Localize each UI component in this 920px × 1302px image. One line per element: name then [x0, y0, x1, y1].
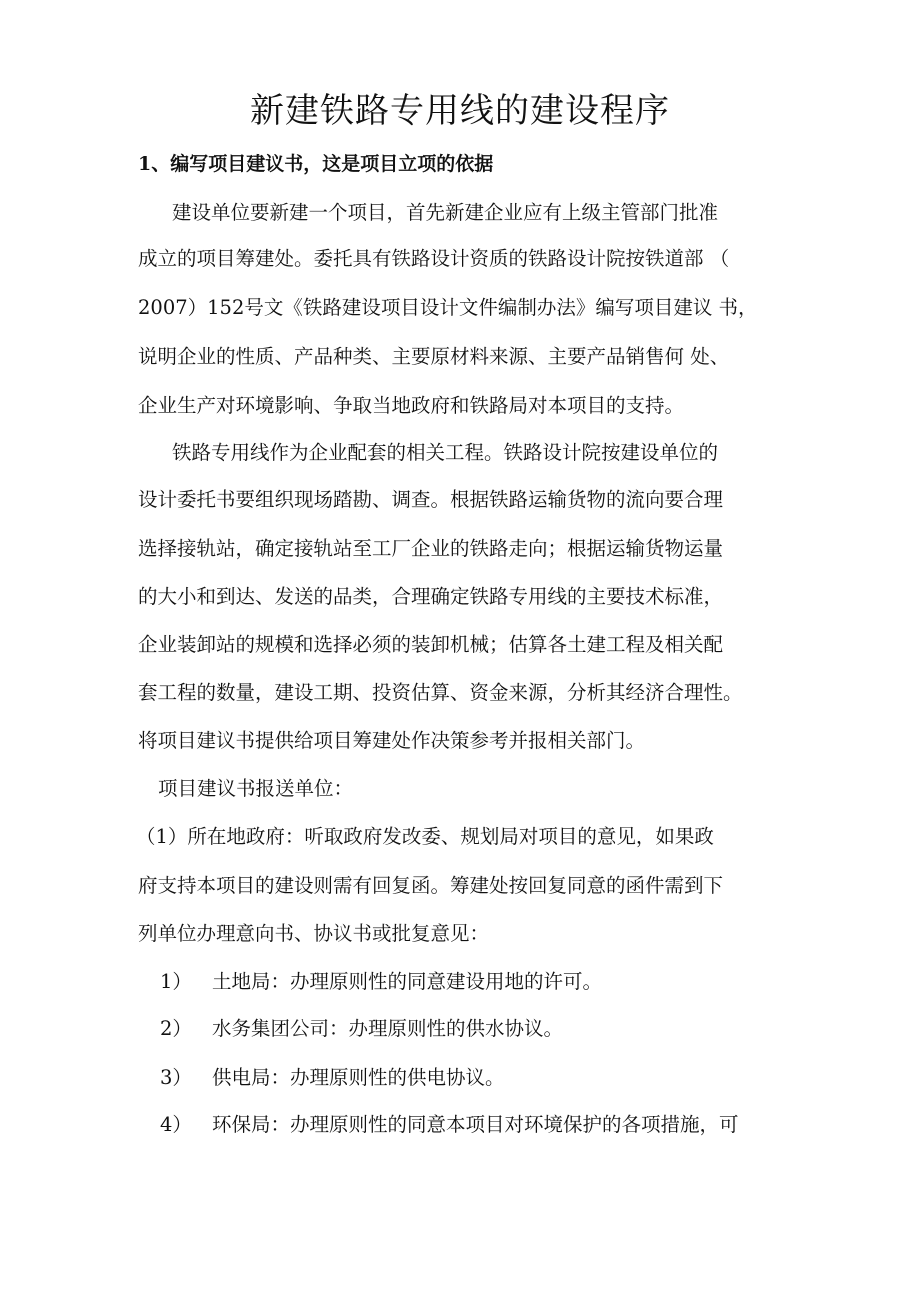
list-item-number: 3）: [160, 1066, 192, 1089]
list-item-number: 1）: [160, 970, 192, 993]
list-item-text: 供电局：办理原则性的供电协议。: [212, 1066, 505, 1089]
list-item-text: 水务集团公司：办理原则性的供水协议。: [212, 1017, 564, 1040]
paragraph-line: 设计委托书要组织现场踏勘、调查。根据铁路运输货物的流向要合理: [138, 488, 724, 511]
paragraph-line: 2007）152号文《铁路建设项目设计文件编制办法》编写项目建议 书，: [138, 296, 758, 319]
paragraph-line: 将项目建议书提供给项目筹建处作决策参考并报相关部门。: [138, 729, 646, 752]
section-heading: 1、编写项目建议书，这是项目立项的依据: [138, 153, 494, 175]
paragraph-line: 的大小和到达、发送的品类，合理确定铁路专用线的主要技术标准，: [138, 585, 724, 608]
paragraph-line: 建设单位要新建一个项目，首先新建企业应有上级主管部门批准: [172, 201, 719, 224]
paragraph-line: 成立的项目筹建处。委托具有铁路设计资质的铁路设计院按铁道部 （: [138, 247, 730, 270]
list-item-number: 2）: [160, 1017, 192, 1040]
list-item-text: 土地局：办理原则性的同意建设用地的许可。: [212, 970, 603, 993]
paragraph-line: 企业装卸站的规模和选择必须的装卸机械；估算各土建工程及相关配: [138, 633, 724, 656]
paragraph-line: 选择接轨站，确定接轨站至工厂企业的铁路走向；根据运输货物运量: [138, 537, 724, 560]
paragraph-line: （1）所在地政府：听取政府发改委、规划局对项目的意见，如果政: [136, 825, 714, 848]
paragraph-line: 府支持本项目的建设则需有回复函。筹建处按回复同意的函件需到下: [138, 874, 724, 897]
paragraph-line: 企业生产对环境影响、争取当地政府和铁路局对本项目的支持。: [138, 394, 685, 417]
page-title: 新建铁路专用线的建设程序: [250, 91, 670, 131]
paragraph-line: 说明企业的性质、产品种类、主要原材料来源、主要产品销售何 处、: [138, 345, 730, 368]
paragraph-line: 铁路专用线作为企业配套的相关工程。铁路设计院按建设单位的: [172, 441, 719, 464]
list-item-number: 4）: [160, 1113, 192, 1136]
list-item-text: 环保局：办理原则性的同意本项目对环境保护的各项措施，可: [212, 1113, 739, 1136]
report-units-label: 项目建议书报送单位：: [158, 777, 354, 800]
paragraph-line: 套工程的数量，建设工期、投资估算、资金来源，分析其经济合理性。: [138, 681, 743, 704]
paragraph-line: 列单位办理意向书、协议书或批复意见：: [138, 922, 490, 945]
